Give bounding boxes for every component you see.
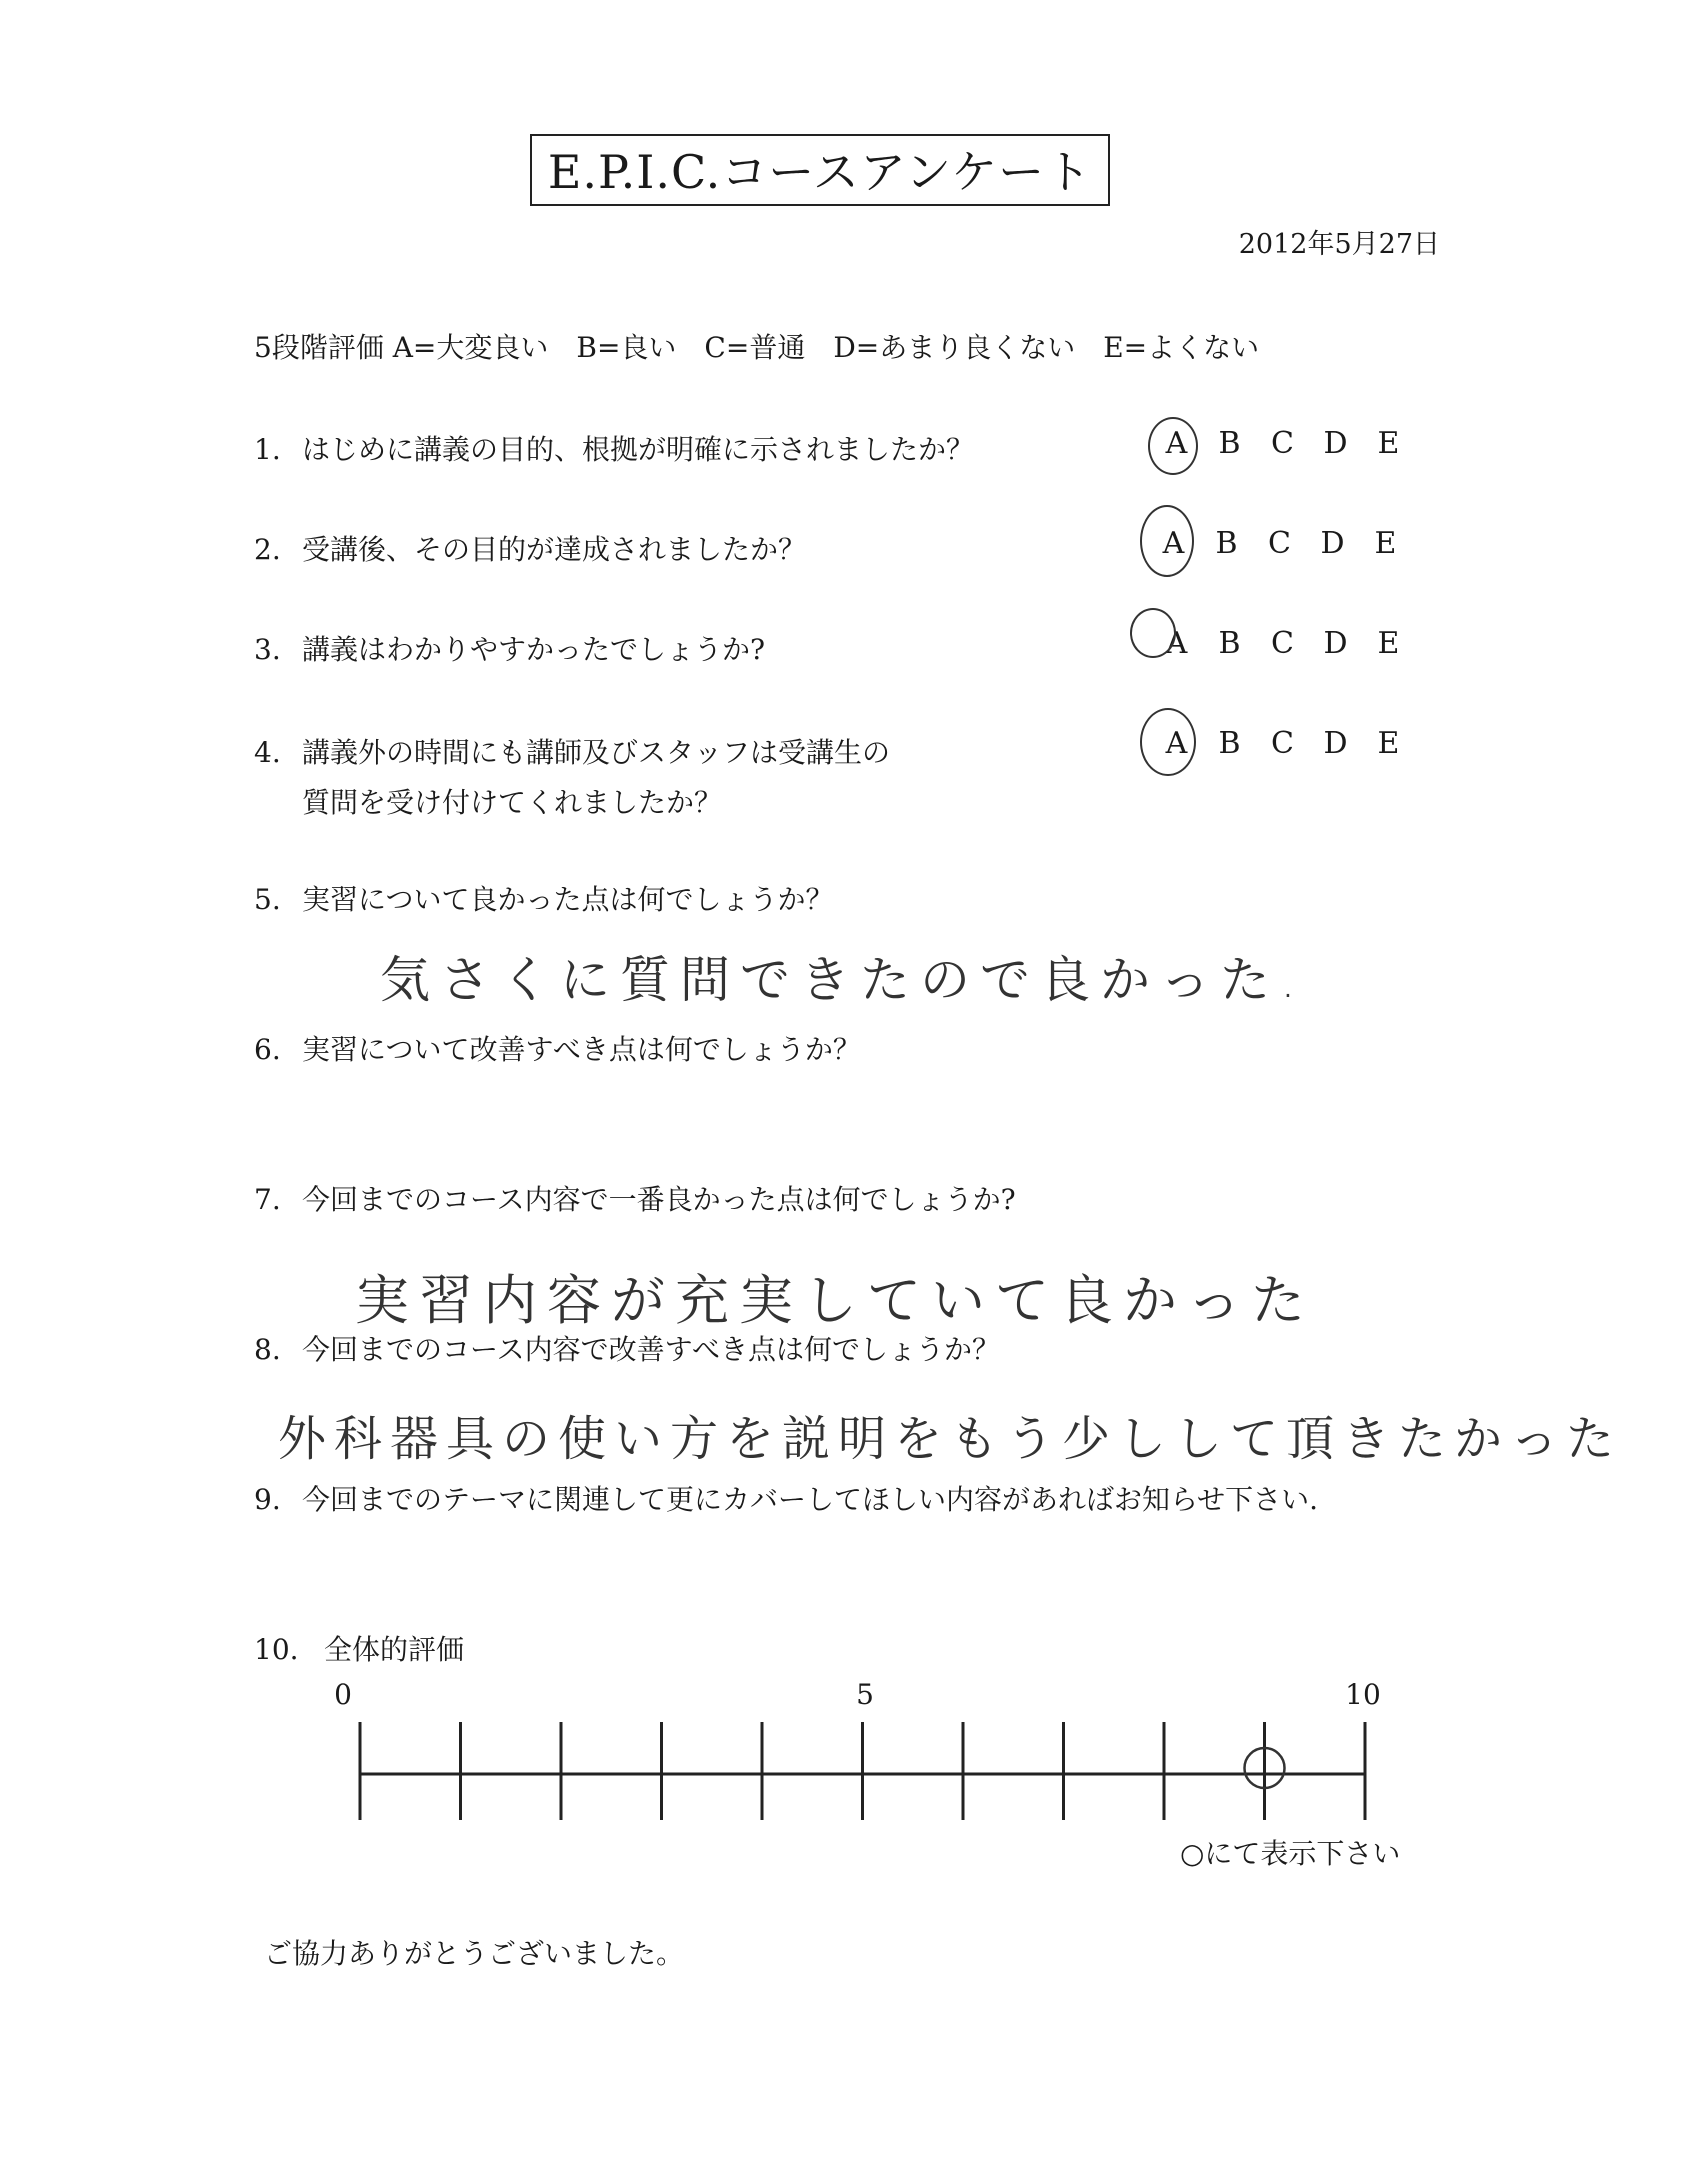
- option-d[interactable]: D: [1323, 626, 1348, 661]
- question-7: [254, 1178, 1016, 1218]
- question-number: 4.: [254, 736, 281, 769]
- option-e[interactable]: E: [1377, 426, 1400, 461]
- handwritten-answer-5[interactable]: 気さくに質問できたので良かった.: [380, 951, 1306, 1009]
- question-number: 7.: [254, 1183, 281, 1216]
- survey-date: 2012年5月27日: [1238, 229, 1440, 260]
- rating-scale-legend: 5段階評価 A=大変良い B=良い C=普通 D=あまり良くない E=よくない: [254, 331, 1260, 364]
- question-number: 9.: [254, 1483, 281, 1516]
- question-number: 2.: [254, 533, 281, 566]
- question-8: [254, 1328, 1000, 1368]
- selection-circle: [1130, 608, 1176, 658]
- question-text: 今回までのテーマに関連して更にカバーしてほしい内容があればお知らせ下さい.: [302, 1483, 1319, 1516]
- option-d[interactable]: D: [1323, 426, 1348, 461]
- question-text: 今回までのコース内容で改善すべき点は何でしょうか？: [302, 1333, 1001, 1366]
- question-text: 講義はわかりやすかったでしょうか?: [302, 633, 766, 666]
- question-1: [254, 428, 974, 468]
- option-b[interactable]: B: [1215, 526, 1238, 561]
- survey-title: E.P.I.C.コースアンケート: [530, 134, 1110, 206]
- option-c[interactable]: C: [1271, 426, 1294, 461]
- question-number: 10.: [254, 1633, 299, 1666]
- tick-label-0: 0: [334, 1678, 352, 1711]
- question-number: 1.: [254, 433, 281, 466]
- question-3: [254, 628, 765, 668]
- option-c[interactable]: C: [1268, 526, 1291, 561]
- option-b[interactable]: B: [1218, 726, 1241, 761]
- question-number: 6.: [254, 1033, 281, 1066]
- option-a[interactable]: A: [1165, 626, 1188, 661]
- question-number: 8.: [254, 1333, 281, 1366]
- question-text: はじめに講義の目的、根拠が明確に示されましたか？: [302, 433, 975, 466]
- question-3-options[interactable]: [1150, 626, 1415, 661]
- handwritten-answer-7[interactable]: 実習内容が充実していて良かった: [355, 1269, 1315, 1332]
- option-c[interactable]: C: [1271, 626, 1294, 661]
- option-a[interactable]: A: [1162, 526, 1185, 561]
- selection-circle: [1148, 417, 1198, 475]
- question-number: 5.: [254, 883, 281, 916]
- question-5: [254, 878, 833, 918]
- question-text: 講義外の時間にも講師及びスタッフは受講生の: [302, 736, 891, 769]
- option-d[interactable]: D: [1320, 526, 1345, 561]
- question-text: 全体的評価: [324, 1633, 465, 1666]
- option-c[interactable]: C: [1271, 726, 1294, 761]
- question-6: [254, 1028, 861, 1068]
- option-a[interactable]: A: [1165, 726, 1188, 761]
- question-4: [254, 728, 890, 828]
- handwritten-answer-8[interactable]: 外科器具の使い方を説明をもう少しして頂きたかった: [278, 1411, 1623, 1467]
- overall-rating-scale[interactable]: [320, 1670, 1400, 1850]
- tick-label-5: 5: [856, 1678, 874, 1711]
- option-a[interactable]: A: [1165, 426, 1188, 461]
- option-b[interactable]: B: [1218, 426, 1241, 461]
- question-text: 実習について良かった点は何でしょうか？: [302, 883, 834, 916]
- tick-label-10: 10: [1345, 1678, 1381, 1711]
- question-text: 実習について改善すべき点は何でしょうか？: [302, 1033, 861, 1066]
- question-text-continued: 質問を受け付けてくれましたか？: [302, 786, 723, 819]
- scale-instruction: ○にて表示下さい: [1180, 1837, 1401, 1870]
- option-e[interactable]: E: [1374, 526, 1397, 561]
- question-10: [254, 1628, 464, 1668]
- question-text: 受講後、その目的が達成されましたか？: [302, 533, 807, 566]
- selection-circle: [1140, 708, 1196, 776]
- question-2: [254, 528, 806, 568]
- thank-you-message: ご協力ありがとうございました。: [264, 1937, 685, 1970]
- option-e[interactable]: E: [1377, 626, 1400, 661]
- option-e[interactable]: E: [1377, 726, 1400, 761]
- question-number: 3.: [254, 633, 281, 666]
- selection-circle: [1140, 505, 1194, 577]
- option-b[interactable]: B: [1218, 626, 1241, 661]
- question-text: 今回までのコース内容で一番良かった点は何でしょうか?: [302, 1183, 1016, 1216]
- option-d[interactable]: D: [1323, 726, 1348, 761]
- question-9: [254, 1478, 1318, 1518]
